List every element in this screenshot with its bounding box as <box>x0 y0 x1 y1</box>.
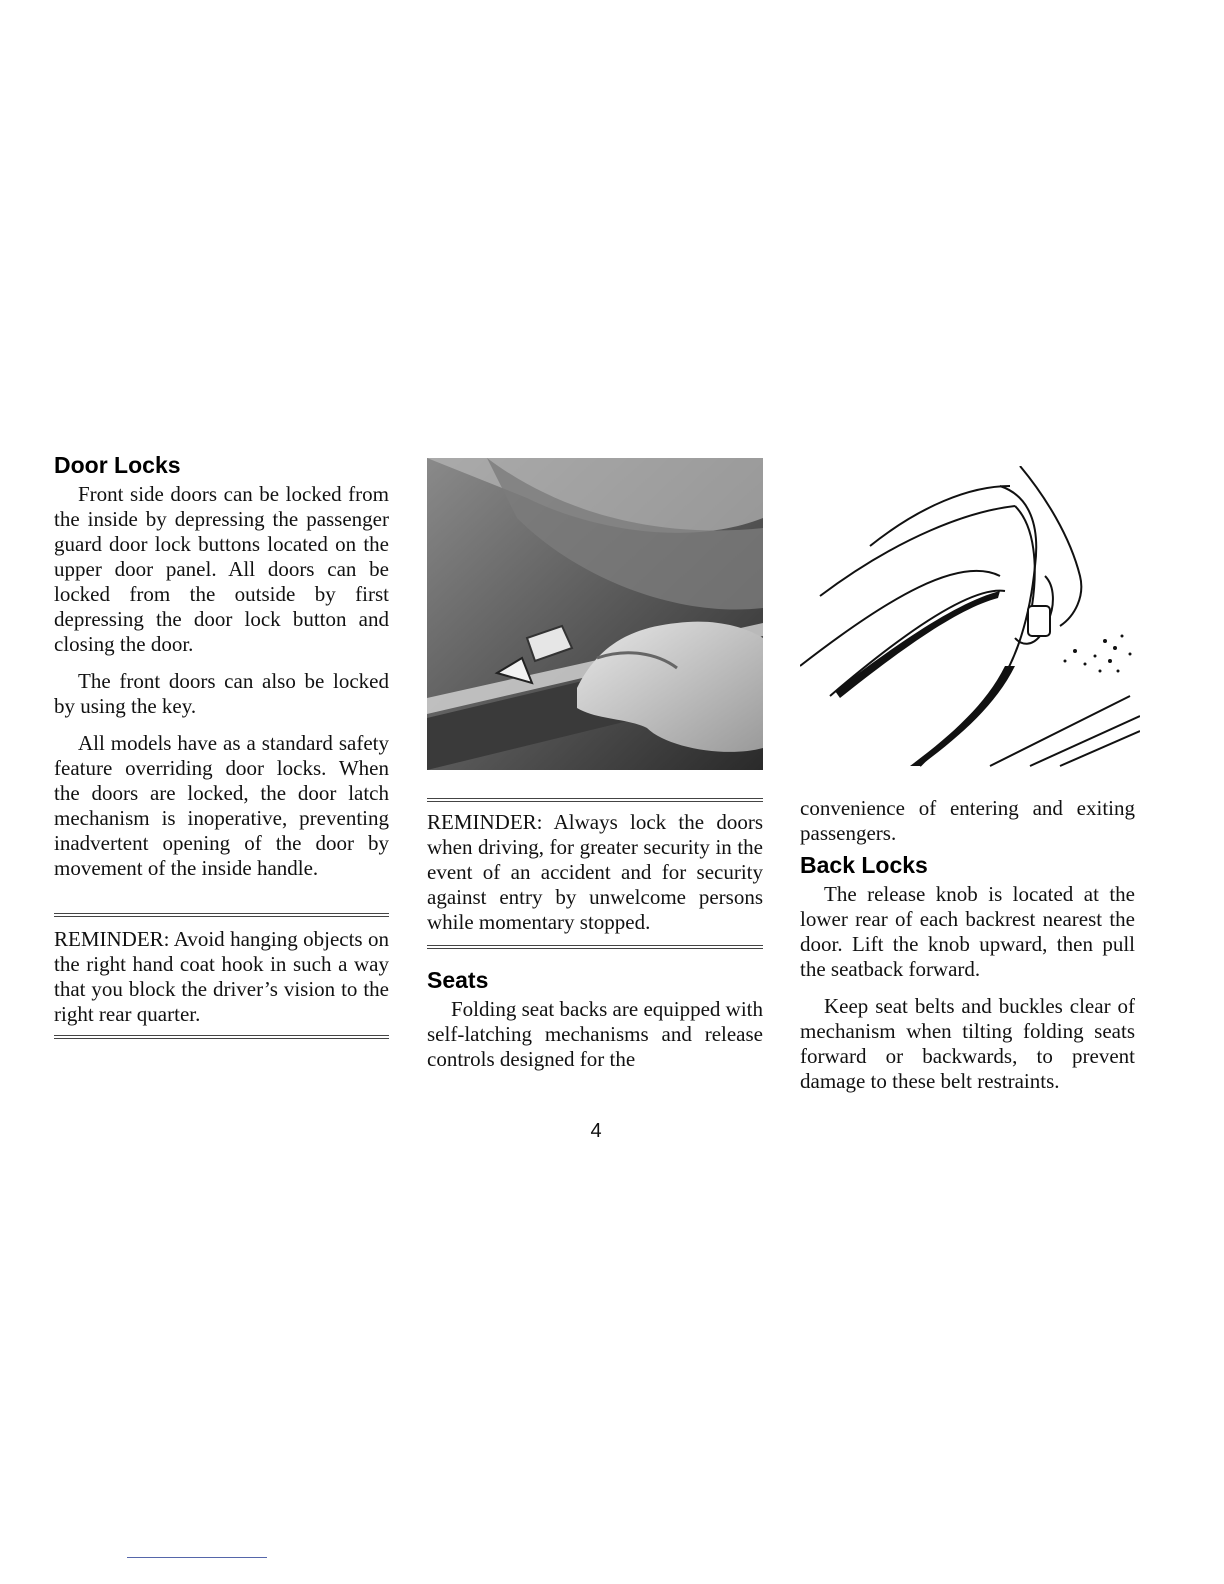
door-lock-button-photo <box>427 458 763 770</box>
driving-reminder-bottom-rule <box>427 945 763 949</box>
door-locks-column <box>54 452 389 1039</box>
driving-reminder: REMINDER: Always lock the doors when driving, for greater security in the event of an accident and for security against entry by unwelcome persons while momentary stopped. <box>427 810 763 934</box>
door-locks-paragraph-2: The front doors can also be locked by using the key. <box>54 669 389 718</box>
back-locks-heading: Back Locks <box>800 852 928 878</box>
seats-heading: Seats <box>427 967 489 993</box>
back-locks-paragraph-1: The release knob is located at the lower rear of each backrest nearest the door. Lift the knob upward, then pull the seatback forward. <box>800 882 1135 981</box>
right-column <box>800 466 1135 1094</box>
reminder-top-rule <box>54 913 389 917</box>
page-number: 4 <box>590 1120 602 1142</box>
reminder-bottom-rule <box>54 1035 389 1039</box>
back-locks-paragraph-2: Keep seat belts and buckles clear of mechanism when tilting folding seats forward or backwards, to prevent damage to these belt restraints. <box>800 994 1135 1093</box>
door-locks-heading: Door Locks <box>54 452 181 478</box>
seatback-release-drawing <box>800 466 1140 776</box>
door-locks-paragraph-1: Front side doors can be locked from the inside by depressing the passenger guard door lock buttons located on the upper door panel. All doors can be locked from the outside by first depressing the door lock button and closing the door. <box>54 482 389 656</box>
seats-paragraph: Folding seat backs are equipped with self-latching mechanisms and release controls designed for the <box>427 997 764 1071</box>
middle-column <box>427 458 763 1072</box>
door-locks-paragraph-3: All models have as a standard safety feature overriding door locks. When the doors are locked, the door latch mechanism is inoperative, preventing inadvertent opening of the door by movement of the inside handle. <box>54 731 389 880</box>
bottom-rule <box>127 1557 267 1558</box>
coat-hook-reminder: REMINDER: Avoid hanging objects on the right hand coat hook in such a way that you block the driver’s vision to the right rear quarter. <box>54 927 389 1026</box>
seats-continuation: convenience of entering and exiting passengers. <box>800 796 1135 845</box>
driving-reminder-top-rule <box>427 798 763 802</box>
